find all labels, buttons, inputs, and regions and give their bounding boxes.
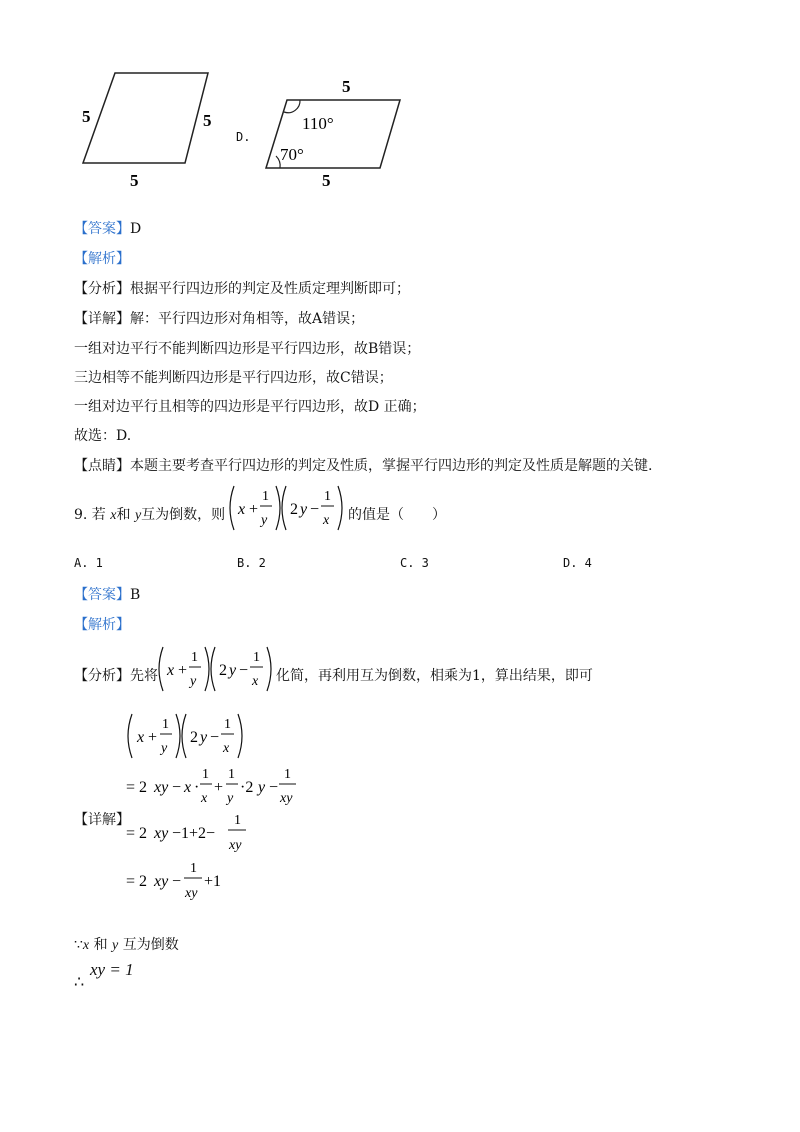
svg-text:xy: xy <box>154 825 169 842</box>
option-d-label: D. <box>236 130 251 144</box>
xiangjie-tag: 【详解】 <box>74 311 130 327</box>
q8-analysis-tag: 【解析】 <box>74 251 130 267</box>
svg-text:1: 1 <box>224 717 231 732</box>
q9-stem <box>74 504 225 524</box>
svg-text:1: 1 <box>162 717 169 732</box>
svg-text:1: 1 <box>202 767 209 782</box>
q9-analysis-tag: 【解析】 <box>74 617 130 633</box>
svg-text:+: + <box>214 779 224 796</box>
svg-text:x: x <box>167 662 175 679</box>
stem-he: 和 <box>116 507 131 523</box>
svg-text:1: 1 <box>228 767 235 782</box>
dianjing-text: 本题主要考查平行四边形的判定及性质，掌握平行四边形的判定及性质是解题的关键. <box>130 458 653 474</box>
svg-text:1: 1 <box>190 861 197 876</box>
because-var-x: x <box>82 938 90 953</box>
side-left-label: 5 <box>82 107 91 126</box>
svg-text:y: y <box>227 791 234 806</box>
side-bottom-label: 5 <box>130 171 139 190</box>
xiangjie-text: 解：平行四边形对角相等，故A错误； <box>130 311 365 327</box>
angle-top-label: 110° <box>302 114 334 133</box>
svg-text:x: x <box>201 791 208 806</box>
svg-text:x: x <box>184 779 192 796</box>
svg-text:+: + <box>148 729 158 746</box>
svg-text:−: − <box>172 873 182 890</box>
var-x: x <box>110 508 117 523</box>
q8-fenxi-line <box>74 278 410 298</box>
svg-text:1: 1 <box>191 650 198 665</box>
svg-text:xy: xy <box>229 838 242 853</box>
parallelogram-shape <box>83 73 208 163</box>
q8-dianjing-line <box>74 455 652 475</box>
q9-xiangjie-tag: 【详解】 <box>74 812 130 828</box>
because-var-y: y <box>112 938 119 953</box>
svg-text:−1+2−: −1+2− <box>172 825 216 842</box>
svg-text:xy: xy <box>154 779 169 796</box>
because-symbol: ∵ <box>74 937 83 953</box>
fenxi-pre-text: 先将 <box>130 668 158 684</box>
because-line <box>74 934 179 954</box>
svg-text:y: y <box>258 779 266 796</box>
svg-text:y: y <box>161 741 168 756</box>
svg-text:= 2: = 2 <box>126 779 148 796</box>
q9-fenxi-post: 化简，再利用互为倒数，相乘为1，算出结果，即可 <box>276 668 593 684</box>
svg-text:x: x <box>238 501 246 518</box>
svg-text:2: 2 <box>219 662 227 679</box>
q9-fenxi-pre <box>74 665 158 685</box>
side-top-label: 5 <box>342 77 351 96</box>
svg-text:1: 1 <box>262 489 269 504</box>
svg-text:xy: xy <box>280 791 293 806</box>
option-a: A. 1 <box>74 556 103 570</box>
stem-mid: 互为倒数，则 <box>141 507 226 523</box>
therefore-expression: xy = 1 <box>90 960 134 979</box>
q8-line-2: 三边相等不能判断四边形是平行四边形，故C错误； <box>74 370 393 386</box>
svg-text:−: − <box>172 779 182 796</box>
q9-expression <box>226 482 346 534</box>
svg-text:x: x <box>137 729 145 746</box>
svg-text:y: y <box>200 729 208 746</box>
q8-xiangjie-line <box>74 308 364 328</box>
answer-tag: 【答案】 <box>74 587 130 603</box>
side-right-label: 5 <box>203 111 212 130</box>
svg-text:−: − <box>210 729 220 746</box>
q9-derivation <box>124 708 324 908</box>
svg-text:y: y <box>190 674 197 689</box>
svg-text:1: 1 <box>284 767 291 782</box>
svg-text:−: − <box>239 662 249 679</box>
svg-text:x: x <box>223 741 230 756</box>
svg-text:+: + <box>249 501 259 518</box>
fenxi-text: 根据平行四边形的判定及性质定理判断即可； <box>130 281 410 297</box>
svg-text:·: · <box>194 779 200 796</box>
option-c: C. 3 <box>400 556 429 570</box>
side-bottom-label: 5 <box>322 171 331 190</box>
svg-text:xy: xy <box>185 886 198 901</box>
q9-answer-line <box>74 584 140 604</box>
svg-text:−: − <box>310 501 320 518</box>
svg-text:x: x <box>252 674 259 689</box>
svg-text:y: y <box>261 513 268 528</box>
answer-value: D <box>130 221 142 237</box>
svg-text:y: y <box>229 662 237 679</box>
option-d: D. 4 <box>563 556 592 570</box>
svg-text:= 2: = 2 <box>126 825 148 842</box>
svg-text:= 2: = 2 <box>126 873 148 890</box>
stem-pre: 9. 若 <box>74 507 106 523</box>
dianjing-tag: 【点睛】 <box>74 458 130 474</box>
q9-stem-post: 的值是（ ） <box>348 507 446 523</box>
q8-line-4: 故选：D. <box>74 428 132 444</box>
svg-text:1: 1 <box>234 813 241 828</box>
q8-answer-line <box>74 218 141 238</box>
svg-text:·2: ·2 <box>240 779 254 796</box>
figure-left-parallelogram <box>70 60 230 190</box>
svg-text:+: + <box>178 662 188 679</box>
svg-text:xy: xy <box>154 873 169 890</box>
therefore-symbol: ∴ <box>74 972 85 991</box>
answer-value: B <box>130 587 141 603</box>
fenxi-tag: 【分析】 <box>74 281 130 297</box>
svg-text:2: 2 <box>290 501 298 518</box>
svg-text:−: − <box>269 779 279 796</box>
svg-text:y: y <box>300 501 308 518</box>
fenxi-tag: 【分析】 <box>74 668 130 684</box>
option-b: B. 2 <box>237 556 266 570</box>
q9-fenxi-expression <box>155 643 275 695</box>
figure-option-d <box>260 72 410 192</box>
svg-text:+1: +1 <box>204 873 222 890</box>
because-text-2: 互为倒数 <box>122 937 179 953</box>
svg-text:1: 1 <box>253 650 260 665</box>
svg-text:1: 1 <box>324 489 331 504</box>
q8-line-3: 一组对边平行且相等的四边形是平行四边形，故D 正确； <box>74 399 426 415</box>
var-y: y <box>134 508 142 523</box>
svg-text:x: x <box>323 513 330 528</box>
q8-line-1: 一组对边平行不能判断四边形是平行四边形，故B错误； <box>74 341 421 357</box>
svg-text:2: 2 <box>190 729 198 746</box>
angle-bottom-label: 70° <box>280 145 304 164</box>
because-text: 和 <box>93 937 108 953</box>
answer-tag: 【答案】 <box>74 221 130 237</box>
